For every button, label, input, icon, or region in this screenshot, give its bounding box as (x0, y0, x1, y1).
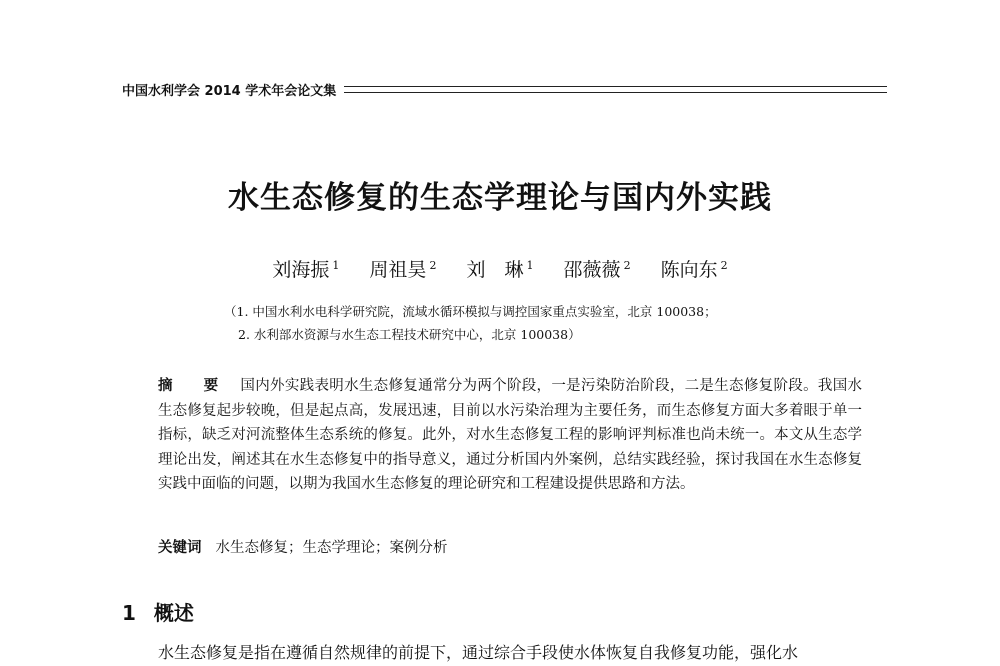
abstract (158, 374, 862, 497)
keywords-text: 水生态修复；生态学理论；案例分析 (215, 540, 448, 556)
abstract-text: 国内外实践表明水生态修复通常分为两个阶段，一是污染防治阶段，二是生态修复阶段。我国水生态修复起步较晚，但是起点高，发展迅速，目前以水污染治理为主要任务，而生态修复方面大多着眼于单一指标，缺乏对河流整体生态系统的修复。此外，对水生态修复工程的影响评判标准也尚未统一。本文从生态学理论出发，阐述其在水生态修复中的指导意义，通过分析国内外案例，总结实践经验，探讨我国在水生态修复实践中面临的问题，以期为我国水生态修复的理论研究和工程建设提供思路和方法。 (158, 378, 862, 492)
author (661, 259, 728, 281)
journal-name: 中国水利学会 2014 学术年会论文集 (122, 83, 337, 99)
running-header (122, 79, 887, 99)
author-affil-mark: 1 (526, 258, 534, 272)
paper-title: 水生态修复的生态学理论与国内外实践 (228, 180, 772, 216)
section-heading (122, 597, 194, 626)
author (272, 259, 339, 281)
affiliation-2: 2. 水利部水资源与水生态工程技术研究中心，北京 100038） (238, 327, 581, 342)
header-rule (344, 86, 887, 93)
body-paragraph: 水生态修复是指在遵循自然规律的前提下，通过综合手段使水体恢复自我修复功能，强化水 (158, 643, 799, 662)
author-name: 刘海振 (272, 259, 330, 281)
keywords (158, 536, 448, 557)
author-affil-mark: 2 (720, 258, 728, 272)
author (369, 259, 436, 281)
affiliation-1: （1. 中国水利水电科学研究院，流域水循环模拟与调控国家重点实验室，北京 100038； (224, 304, 717, 319)
author-affil-mark: 2 (623, 258, 631, 272)
section-number: 1 (122, 601, 136, 625)
author-affil-mark: 1 (332, 258, 340, 272)
author (466, 259, 533, 281)
author (564, 259, 631, 281)
abstract-label: 摘 要 (158, 378, 227, 394)
author-name: 陈向东 (660, 259, 718, 281)
section-title: 概述 (153, 601, 194, 625)
author-affil-mark: 2 (429, 258, 437, 272)
keywords-label: 关键词 (158, 540, 202, 556)
author-name: 刘 琳 (466, 259, 524, 281)
author-name: 邵薇薇 (563, 259, 621, 281)
author-name: 周祖昊 (369, 259, 427, 281)
author-list (0, 255, 1000, 282)
